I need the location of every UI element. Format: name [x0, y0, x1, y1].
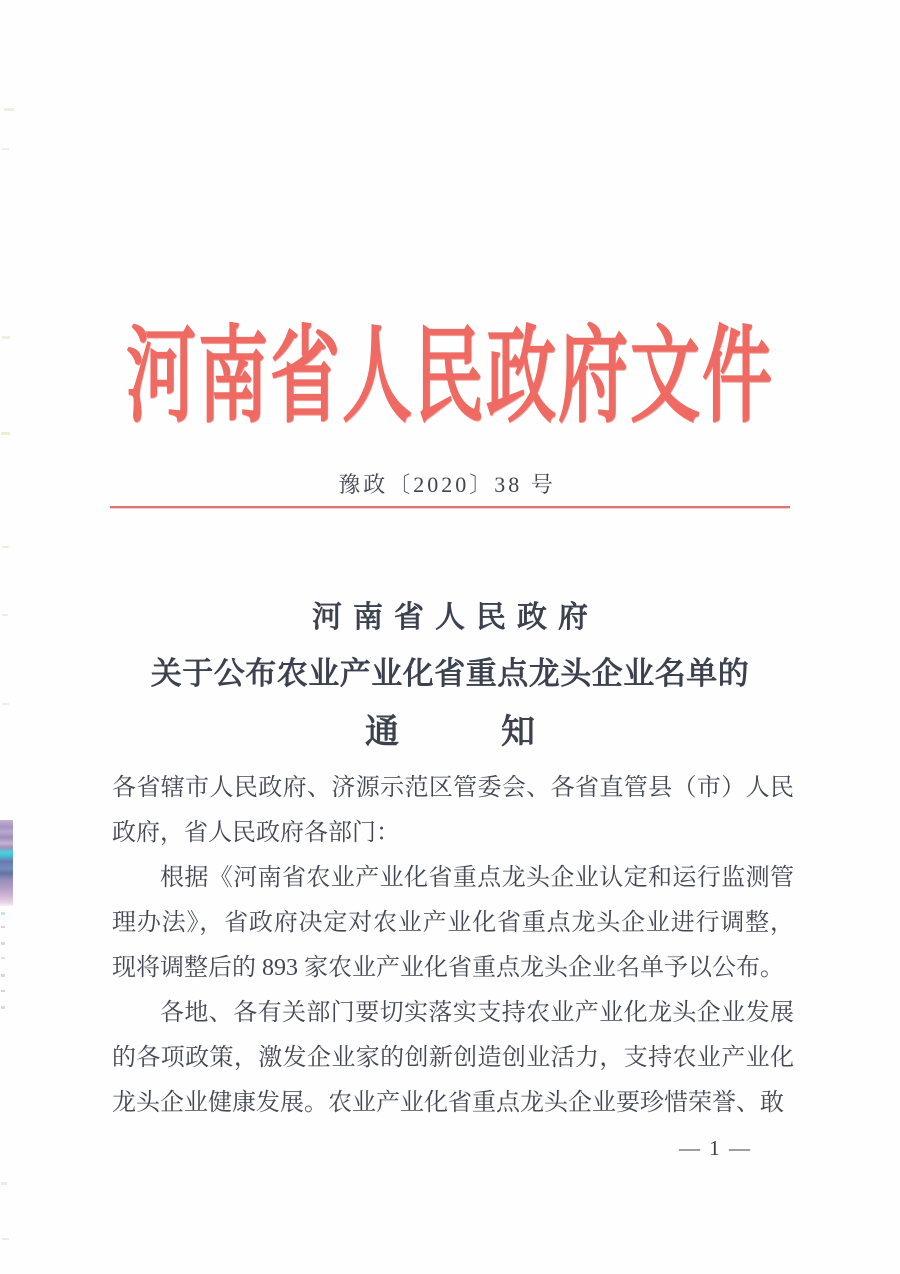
scan-noise-dash [2, 1238, 9, 1240]
scan-noise-dot [1, 942, 5, 945]
red-separator-line [110, 506, 790, 508]
scan-noise-dash [4, 108, 14, 111]
scan-noise-dot [1, 974, 5, 977]
scan-noise-dot [1, 912, 5, 915]
scan-noise-dot [1, 957, 5, 959]
scan-noise-band [0, 820, 13, 906]
scan-noise-dash [1, 1182, 7, 1185]
notice-title-doc-type: 通 知 [365, 714, 535, 751]
document-body [112, 766, 794, 1126]
scan-noise-dash [2, 546, 9, 548]
scan-noise-dash [2, 148, 9, 150]
letterhead-banner-title: 河南省人民政府文件 [126, 320, 774, 436]
scan-noise-dot [1, 1006, 5, 1009]
notice-title-issuer: 河南省人民政府 [312, 601, 599, 634]
body-paragraph: 各地、各有关部门要切实落实支持农业产业化龙头企业发展的各项政策，激发企业家的创新创造创业活力，支持农业产业化龙头企业健康发展。农业产业化省重点龙头企业要珍惜荣誉、敢 [112, 1000, 794, 1116]
body-paragraph: 根据《河南省农业产业化省重点龙头企业认定和运行监测管理办法》，省政府决定对农业产业化省重点龙头企业进行调整，现将调整后的 893 家农业产业化省重点龙头企业名单予以公布。 [112, 865, 794, 981]
scan-noise-dot [1, 990, 5, 992]
notice-title-subject: 关于公布农业产业化省重点龙头企业名单的 [150, 656, 750, 691]
document-number: 豫政〔2020〕38 号 [338, 472, 556, 497]
scan-noise-dot [1, 926, 5, 928]
page-number: — 1 — [679, 1136, 752, 1160]
salutation-paragraph: 各省辖市人民政府、济源示范区管委会、各省直管县（市）人民政府，省人民政府各部门： [112, 775, 794, 846]
